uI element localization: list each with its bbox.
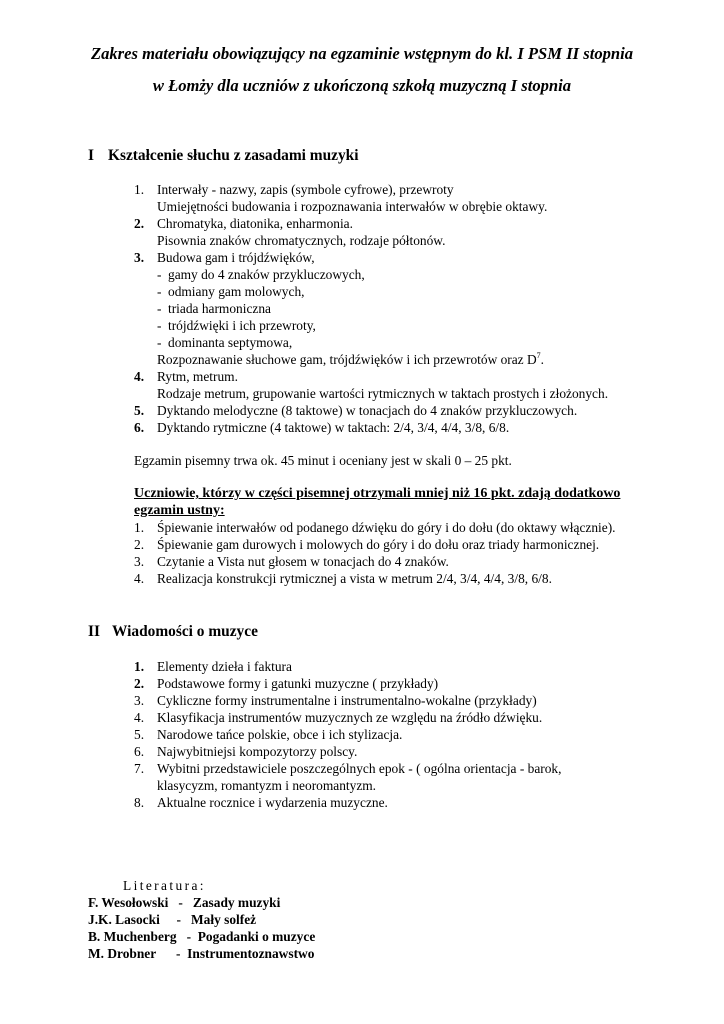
- s1-item-3-line-1: Budowa gam i trójdźwięków,: [157, 250, 315, 265]
- seventh-superscript: 7: [536, 351, 541, 360]
- section-2-title: Wiadomości o muzyce: [112, 623, 258, 640]
- section-2-roman: II: [88, 623, 100, 640]
- s1-item-5-number: 5.: [134, 403, 145, 418]
- literature-heading: Literatura:: [123, 878, 206, 893]
- s1-item-2-number: 2.: [134, 216, 145, 231]
- oral-item-1-text: Śpiewanie interwałów od podanego dźwięku do góry i do dołu (do oktawy włącznie).: [157, 520, 616, 535]
- s1-item-5-line-1: Dyktando melodyczne (8 taktowe) w tonacjach do 4 znaków przykluczowych.: [157, 403, 578, 418]
- s1-item-3-after: Rozpoznawanie słuchowe gam, trójdźwięków i ich przewrotów oraz $D^7$.: [157, 351, 545, 367]
- section-1-title: Kształcenie słuchu z zasadami muzyki: [108, 147, 359, 164]
- s2-item-3-text: Cykliczne formy instrumentalne i instrumentalno-wokalne (przykłady): [157, 693, 537, 708]
- s2-item-7-text-2: klasycyzm, romantyzm i neoromantyzm.: [157, 778, 377, 793]
- s1-item-3-sub-2: - odmiany gam molowych,: [157, 284, 305, 299]
- s1-item-1-line-1: Interwały - nazwy, zapis (symbole cyfrowe), przewroty: [157, 182, 454, 197]
- exam-note: Egzamin pisemny trwa ok. 45 minut i oceniany jest w skali 0 – 25 pkt.: [134, 453, 512, 468]
- s2-item-6-number: 6.: [134, 744, 145, 759]
- literature-entry-2: J.K. Lasocki - Mały solfeż: [88, 912, 257, 927]
- oral-item-4-text: Realizacja konstrukcji rytmicznej a vista w metrum 2/4, 3/4, 4/4, 3/8, 6/8.: [157, 571, 552, 586]
- oral-item-4-number: 4.: [134, 571, 145, 586]
- s1-item-2-line-1: Chromatyka, diatonika, enharmonia.: [157, 216, 353, 231]
- oral-exam-heading: Uczniowie, którzy w części pisemnej otrzymali mniej niż 16 pkt. zdają dodatkowo egzamin ustny:: [134, 486, 621, 518]
- s2-item-5-number: 5.: [134, 727, 145, 742]
- s2-item-2-number: 2.: [134, 676, 145, 691]
- s1-item-4-number: 4.: [134, 369, 145, 384]
- oral-item-3-text: Czytanie a Vista nut głosem w tonacjach do 4 znaków.: [157, 554, 449, 569]
- oral-item-1-number: 1.: [134, 520, 145, 535]
- s2-item-4-number: 4.: [134, 710, 145, 725]
- s1-item-3-sub-1: - gamy do 4 znaków przykluczowych,: [157, 267, 365, 282]
- s1-item-3-sub-3: - triada harmoniczna: [157, 301, 271, 316]
- s1-item-3-sub-5: - dominanta septymowa,: [157, 335, 293, 350]
- document-title-line-2: w Łomży dla uczniów z ukończoną szkołą muzyczną I stopnia: [152, 76, 572, 95]
- s2-item-1-number: 1.: [134, 659, 145, 674]
- s1-item-6-line-1: Dyktando rytmiczne (4 taktowe) w taktach: 2/4, 3/4, 4/4, 3/8, 6/8.: [157, 420, 510, 435]
- s1-item-6-number: 6.: [134, 420, 145, 435]
- oral-item-2-number: 2.: [134, 537, 145, 552]
- s2-item-8-number: 8.: [134, 795, 145, 810]
- s1-item-4-line-2: Rodzaje metrum, grupowanie wartości rytmicznych w taktach prostych i złożonych.: [157, 386, 609, 401]
- literature-entry-4: M. Drobner - Instrumentoznawstwo: [88, 946, 315, 961]
- s1-item-2-line-2: Pisownia znaków chromatycznych, rodzaje półtonów.: [157, 233, 446, 248]
- s1-item-1-number: 1.: [134, 182, 145, 197]
- s1-item-3-sub-4: - trójdźwięki i ich przewroty,: [157, 318, 316, 333]
- s2-item-3-number: 3.: [134, 693, 145, 708]
- literature-entry-1: F. Wesołowski - Zasady muzyki: [88, 895, 281, 910]
- oral-item-3-number: 3.: [134, 554, 145, 569]
- s2-item-5-text: Narodowe tańce polskie, obce i ich stylizacja.: [157, 727, 403, 742]
- s2-item-2-text: Podstawowe formy i gatunki muzyczne ( przykłady): [157, 676, 439, 691]
- section-2-heading: [88, 623, 258, 640]
- s2-item-8-text: Aktualne rocznice i wydarzenia muzyczne.: [157, 795, 388, 810]
- s1-item-1-line-2: Umiejętności budowania i rozpoznawania interwałów w obrębie oktawy.: [157, 199, 548, 214]
- section-1-roman: I: [88, 147, 94, 164]
- s2-item-7-text: Wybitni przedstawiciele poszczególnych epok - ( ogólna orientacja - barok,: [157, 761, 562, 776]
- section-1-heading: [88, 147, 359, 164]
- document-title-line-1: Zakres materiału obowiązujący na egzaminie wstępnym do kl. I PSM II stopnia: [90, 44, 634, 63]
- s1-item-4-line-1: Rytm, metrum.: [157, 369, 238, 384]
- s2-item-1-text: Elementy dzieła i faktura: [157, 659, 292, 674]
- oral-item-2-text: Śpiewanie gam durowych i molowych do góry i do dołu oraz triady harmonicznej.: [157, 537, 600, 552]
- s2-item-7-number: 7.: [134, 761, 145, 776]
- s2-item-6-text: Najwybitniejsi kompozytorzy polscy.: [157, 744, 358, 759]
- s2-item-4-text: Klasyfikacja instrumentów muzycznych ze względu na źródło dźwięku.: [157, 710, 543, 725]
- literature-entry-3: B. Muchenberg - Pogadanki o muzyce: [88, 929, 316, 944]
- s1-item-3-number: 3.: [134, 250, 145, 265]
